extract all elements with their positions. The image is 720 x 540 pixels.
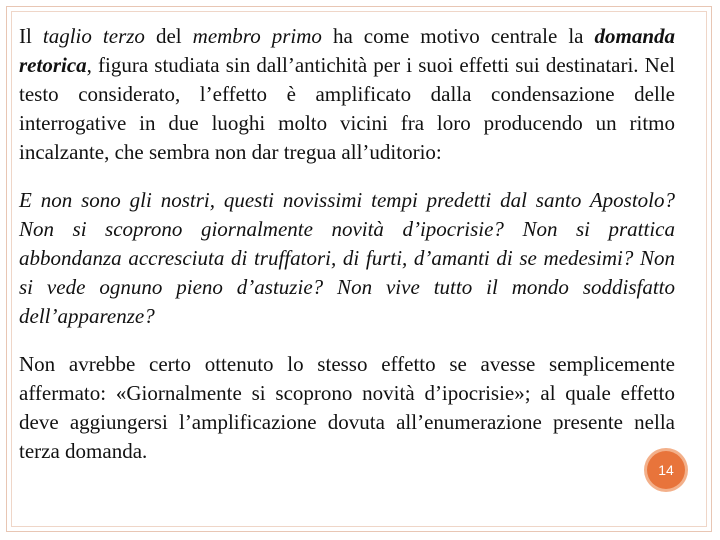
slide-content [19,22,675,466]
text-run: ha come motivo centrale la [321,24,595,48]
conclusion-paragraph: Non avrebbe certo ottenuto lo stesso effetto se avesse semplicemente affermato: «Giornalmente si scoprono novità d’ipocrisie»; al quale effetto deve aggiungersi l’amplificazione dovuta all’enumerazione presente nella terza domanda. [19,352,675,463]
quoted-passage: E non sono gli nostri, questi novissimi tempi predetti dal santo Apostolo? Non si scoprono giornalmente novità d’ipocrisie? Non si prattica abbondanza accresciuta di truffatori, di furti, d’amanti di se medesimi? Non si vede ognuno pieno d’astuzie? Non vive tutto il mondo soddisfatto dell’apparenze? [19,188,675,328]
text-run: , figura studiata sin dall’antichità per i suoi effetti sui destinatari. Nel testo considerato, l’effetto è amplificato dalla condensazione delle interrogative in due luoghi molto vicini fra loro producendo un ritmo incalzante, che sembra non dar tregua all’uditorio: [19,53,675,164]
term-domanda-retorica: domanda retorica [19,24,676,77]
text-run: del [144,24,193,48]
term-taglio-terzo: taglio terzo [42,24,145,48]
intro-paragraph [19,22,675,167]
page-number-badge: 14 [647,451,685,489]
text-run: Il [19,24,43,48]
term-membro-primo: membro primo [192,24,322,48]
